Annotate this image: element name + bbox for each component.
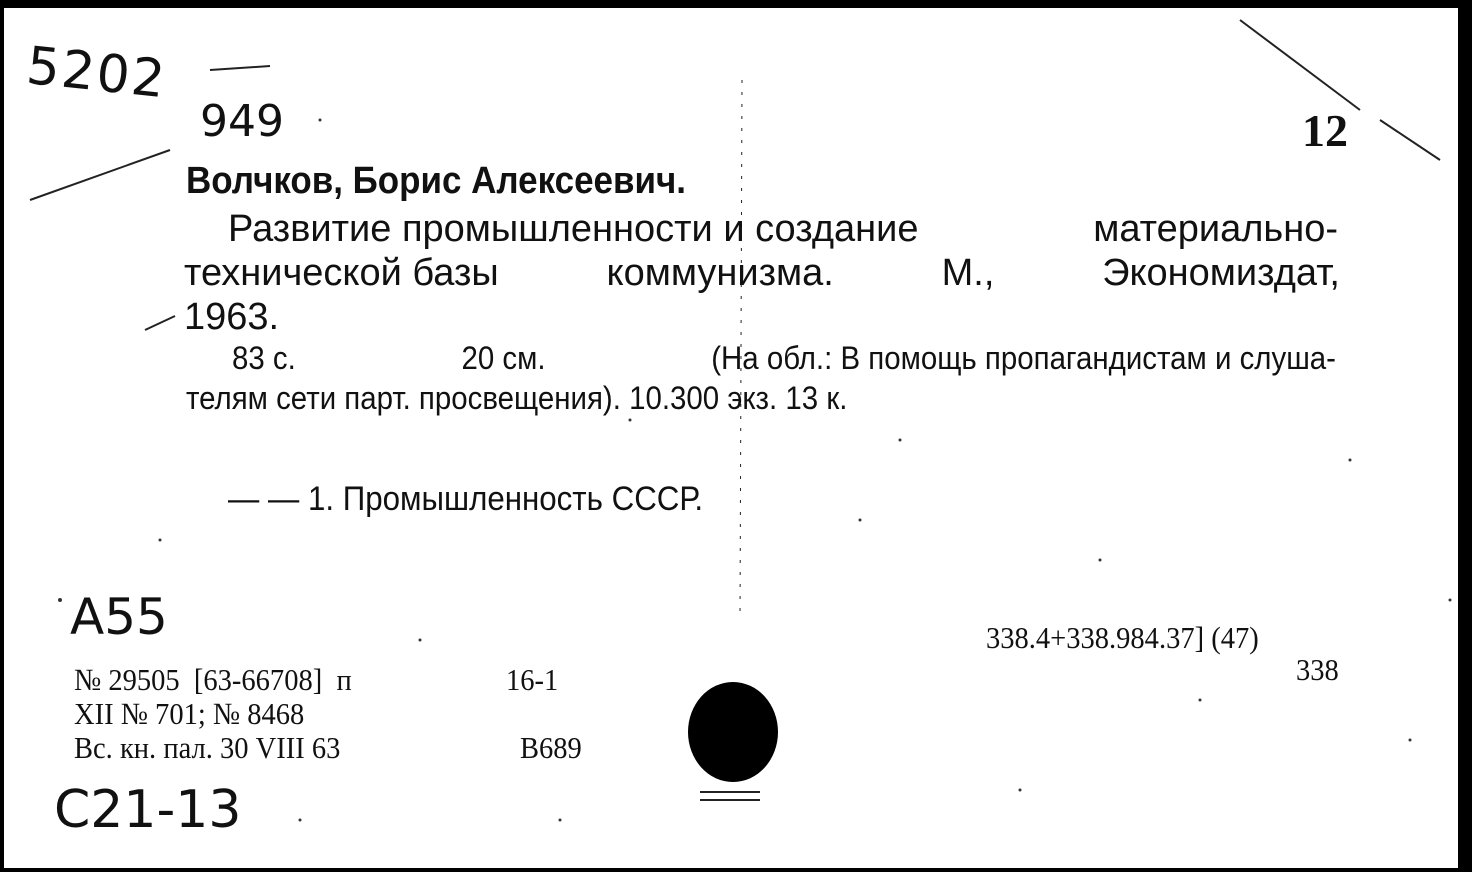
classification-short: 338	[1296, 652, 1339, 687]
place-of-publication: М.,	[941, 252, 995, 294]
physical-description-line-2: телям сети парт. просвещения). 10.300 экз. 13 к.	[186, 380, 848, 416]
title-text: материально-	[1093, 208, 1338, 250]
physical-description-line-1	[232, 340, 1336, 377]
registration-number: № 29505 [63-66708] п	[74, 662, 352, 697]
title-line-2	[184, 252, 1340, 295]
title-line-1	[228, 208, 1338, 251]
series-note: (На обл.: В помощь пропагандистам и слуша-	[711, 340, 1336, 376]
handwritten-bottom-code: С21-13	[54, 780, 242, 840]
dimensions: 20 см.	[461, 340, 546, 376]
page-count: 83 с.	[232, 340, 296, 376]
punch-hole	[688, 682, 778, 782]
publication-year: 1963.	[184, 296, 280, 338]
print-code: 16-1	[506, 662, 559, 697]
handwritten-fraction: 949	[200, 96, 284, 147]
book-chamber-date: Вс. кн. пал. 30 VIII 63	[74, 730, 341, 765]
author-heading: Волчков, Борис Алексеевич.	[186, 160, 686, 202]
chamber-number: XII № 701; № 8468	[74, 696, 305, 731]
handwritten-shelf-mark: А55	[70, 588, 168, 646]
classification-code: 338.4+338.984.37] (47)	[986, 620, 1259, 655]
title-text: Развитие промышленности и создание	[228, 208, 919, 250]
title-text: технической базы	[184, 252, 499, 294]
title-text: коммунизма.	[606, 252, 834, 294]
card-number: 12	[1302, 105, 1348, 156]
handwritten-call-number: 5202	[23, 36, 170, 111]
publisher: Экономиздат,	[1102, 252, 1340, 294]
order-code: В689	[520, 730, 582, 765]
subject-heading: — — 1. Промышленность СССР.	[228, 480, 704, 518]
